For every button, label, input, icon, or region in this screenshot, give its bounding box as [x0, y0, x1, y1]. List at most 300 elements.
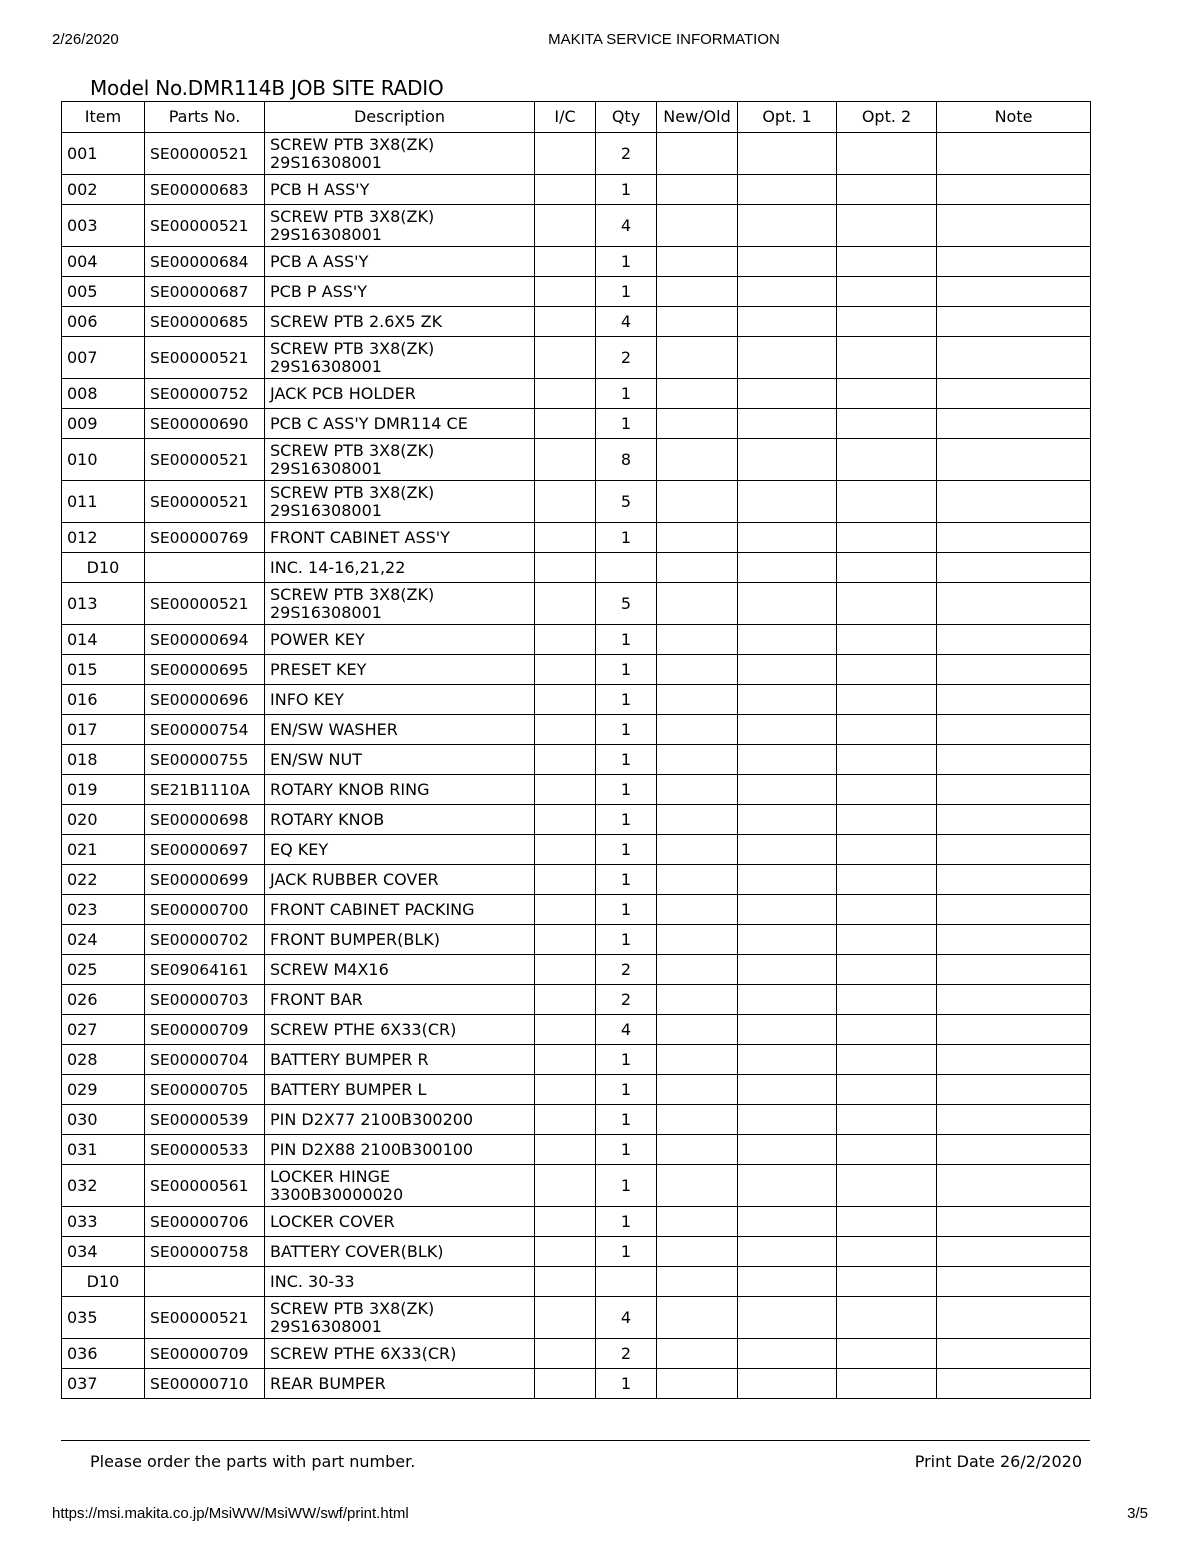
cell-opt-2: [837, 865, 937, 895]
cell-qty: 8: [596, 439, 657, 481]
cell-ic: [535, 1207, 596, 1237]
table-row: [62, 553, 1091, 583]
cell-note: [937, 439, 1091, 481]
cell-ic: [535, 685, 596, 715]
cell-opt-2: [837, 337, 937, 379]
cell-parts-no: SE00000699: [145, 865, 265, 895]
cell-parts-no: SE00000690: [145, 409, 265, 439]
description-line: EQ KEY: [270, 839, 329, 859]
cell-item: 027: [62, 1015, 145, 1045]
table-row: [62, 895, 1091, 925]
cell-opt-2: [837, 625, 937, 655]
cell-parts-no: SE00000521: [145, 337, 265, 379]
cell-qty: 1: [596, 805, 657, 835]
cell-qty: 2: [596, 955, 657, 985]
cell-opt-2: [837, 307, 937, 337]
cell-ic: [535, 895, 596, 925]
table-row: [62, 175, 1091, 205]
cell-note: [937, 1045, 1091, 1075]
header-opt-1: Opt. 1: [738, 102, 837, 133]
cell-note: [937, 685, 1091, 715]
cell-description: [265, 805, 535, 835]
description-line: BATTERY BUMPER L: [270, 1079, 427, 1099]
cell-parts-no: SE00000709: [145, 1339, 265, 1369]
cell-description: [265, 745, 535, 775]
cell-qty: 1: [596, 895, 657, 925]
table-row: [62, 985, 1091, 1015]
header-description: Description: [265, 102, 535, 133]
table-row: [62, 337, 1091, 379]
cell-new-old: [657, 715, 738, 745]
description-line: SCREW M4X16: [270, 959, 389, 979]
cell-ic: [535, 1297, 596, 1339]
cell-item: 023: [62, 895, 145, 925]
cell-description: [265, 715, 535, 745]
cell-item: 007: [62, 337, 145, 379]
cell-opt-2: [837, 1165, 937, 1207]
cell-description: [265, 1339, 535, 1369]
cell-qty: 2: [596, 985, 657, 1015]
cell-parts-no: SE00000754: [145, 715, 265, 745]
cell-note: [937, 1015, 1091, 1045]
cell-opt-1: [738, 439, 837, 481]
cell-new-old: [657, 409, 738, 439]
cell-item: 018: [62, 745, 145, 775]
table-row: [62, 1207, 1091, 1237]
cell-new-old: [657, 895, 738, 925]
cell-ic: [535, 745, 596, 775]
cell-new-old: [657, 625, 738, 655]
table-row: [62, 625, 1091, 655]
cell-opt-2: [837, 523, 937, 553]
cell-item: 034: [62, 1237, 145, 1267]
cell-ic: [535, 805, 596, 835]
cell-new-old: [657, 1369, 738, 1399]
description-line: FRONT CABINET ASS'Y: [270, 527, 450, 547]
table-row: [62, 439, 1091, 481]
description-line: REAR BUMPER: [270, 1373, 386, 1393]
description-line: 29S16308001: [270, 356, 382, 376]
cell-opt-2: [837, 1075, 937, 1105]
cell-parts-no: SE00000521: [145, 583, 265, 625]
cell-ic: [535, 1045, 596, 1075]
cell-description: [265, 955, 535, 985]
cell-description: [265, 553, 535, 583]
cell-opt-1: [738, 409, 837, 439]
description-line: SCREW PTB 3X8(ZK): [270, 482, 435, 502]
cell-opt-2: [837, 1045, 937, 1075]
cell-item: 017: [62, 715, 145, 745]
cell-note: [937, 625, 1091, 655]
cell-ic: [535, 583, 596, 625]
cell-item: 032: [62, 1165, 145, 1207]
cell-item: 021: [62, 835, 145, 865]
cell-note: [937, 205, 1091, 247]
cell-qty: 1: [596, 925, 657, 955]
cell-item: 001: [62, 133, 145, 175]
page-number: 3/5: [1127, 1505, 1148, 1522]
cell-opt-1: [738, 1267, 837, 1297]
cell-note: [937, 583, 1091, 625]
cell-note: [937, 1297, 1091, 1339]
cell-ic: [535, 409, 596, 439]
cell-new-old: [657, 379, 738, 409]
table-row: [62, 307, 1091, 337]
description-line: PRESET KEY: [270, 659, 367, 679]
cell-opt-2: [837, 925, 937, 955]
cell-opt-2: [837, 553, 937, 583]
cell-qty: 1: [596, 1075, 657, 1105]
cell-description: [265, 1267, 535, 1297]
cell-opt-2: [837, 835, 937, 865]
cell-note: [937, 481, 1091, 523]
cell-note: [937, 985, 1091, 1015]
table-row: [62, 1165, 1091, 1207]
page-url: https://msi.makita.co.jp/MsiWW/MsiWW/swf/print.html: [52, 1505, 409, 1522]
cell-opt-1: [738, 625, 837, 655]
cell-note: [937, 925, 1091, 955]
cell-opt-1: [738, 205, 837, 247]
cell-ic: [535, 205, 596, 247]
header-note: Note: [937, 102, 1091, 133]
cell-qty: 1: [596, 1207, 657, 1237]
cell-opt-1: [738, 1075, 837, 1105]
description-line: 29S16308001: [270, 602, 382, 622]
cell-new-old: [657, 1015, 738, 1045]
cell-qty: 1: [596, 655, 657, 685]
cell-item: 009: [62, 409, 145, 439]
cell-new-old: [657, 1045, 738, 1075]
cell-description: [265, 685, 535, 715]
description-line: 29S16308001: [270, 152, 382, 172]
cell-opt-1: [738, 379, 837, 409]
cell-description: [265, 655, 535, 685]
cell-item: 012: [62, 523, 145, 553]
cell-opt-1: [738, 247, 837, 277]
cell-ic: [535, 553, 596, 583]
cell-note: [937, 1267, 1091, 1297]
cell-description: [265, 985, 535, 1015]
cell-ic: [535, 277, 596, 307]
footer-divider: [61, 1440, 1090, 1441]
cell-ic: [535, 1105, 596, 1135]
cell-opt-2: [837, 655, 937, 685]
table-row: [62, 775, 1091, 805]
table-row: [62, 805, 1091, 835]
cell-opt-1: [738, 685, 837, 715]
cell-new-old: [657, 1105, 738, 1135]
cell-qty: 1: [596, 175, 657, 205]
cell-description: [265, 1207, 535, 1237]
cell-opt-2: [837, 379, 937, 409]
cell-ic: [535, 175, 596, 205]
cell-opt-2: [837, 1237, 937, 1267]
print-date-header: 2/26/2020: [52, 31, 119, 48]
cell-description: [265, 1369, 535, 1399]
cell-ic: [535, 1267, 596, 1297]
cell-new-old: [657, 985, 738, 1015]
cell-description: [265, 1135, 535, 1165]
cell-item: 022: [62, 865, 145, 895]
cell-note: [937, 745, 1091, 775]
cell-item: 013: [62, 583, 145, 625]
cell-opt-1: [738, 1045, 837, 1075]
cell-ic: [535, 955, 596, 985]
description-line: PCB A ASS'Y: [270, 251, 369, 271]
cell-opt-2: [837, 805, 937, 835]
cell-opt-2: [837, 1135, 937, 1165]
cell-ic: [535, 481, 596, 523]
description-line: JACK RUBBER COVER: [270, 869, 439, 889]
cell-opt-2: [837, 895, 937, 925]
cell-ic: [535, 1165, 596, 1207]
description-line: INFO KEY: [270, 689, 344, 709]
cell-ic: [535, 523, 596, 553]
cell-item: 024: [62, 925, 145, 955]
parts-table-body: [62, 133, 1091, 1399]
description-line: SCREW PTB 3X8(ZK): [270, 1298, 435, 1318]
cell-note: [937, 277, 1091, 307]
cell-item: 025: [62, 955, 145, 985]
description-line: SCREW PTB 2.6X5 ZK: [270, 311, 443, 331]
cell-ic: [535, 865, 596, 895]
table-row: [62, 685, 1091, 715]
header-item: Item: [62, 102, 145, 133]
cell-description: [265, 625, 535, 655]
cell-parts-no: SE00000521: [145, 133, 265, 175]
cell-item: 028: [62, 1045, 145, 1075]
description-line: PIN D2X77 2100B300200: [270, 1109, 474, 1129]
cell-parts-no: SE00000683: [145, 175, 265, 205]
order-note: Please order the parts with part number.: [90, 1452, 416, 1471]
cell-item: 036: [62, 1339, 145, 1369]
cell-opt-2: [837, 1339, 937, 1369]
cell-description: [265, 895, 535, 925]
cell-opt-1: [738, 865, 837, 895]
table-row: [62, 379, 1091, 409]
cell-ic: [535, 1135, 596, 1165]
cell-opt-2: [837, 715, 937, 745]
cell-note: [937, 1369, 1091, 1399]
cell-description: [265, 865, 535, 895]
cell-parts-no: SE00000702: [145, 925, 265, 955]
cell-new-old: [657, 1075, 738, 1105]
cell-parts-no: SE00000706: [145, 1207, 265, 1237]
cell-opt-1: [738, 925, 837, 955]
cell-qty: 1: [596, 835, 657, 865]
cell-parts-no: SE00000687: [145, 277, 265, 307]
cell-note: [937, 805, 1091, 835]
cell-description: [265, 133, 535, 175]
cell-parts-no: SE00000755: [145, 745, 265, 775]
header-qty: Qty: [596, 102, 657, 133]
cell-item: 033: [62, 1207, 145, 1237]
cell-item: 002: [62, 175, 145, 205]
cell-note: [937, 175, 1091, 205]
cell-opt-1: [738, 1135, 837, 1165]
cell-note: [937, 1135, 1091, 1165]
cell-description: [265, 247, 535, 277]
description-line: SCREW PTB 3X8(ZK): [270, 440, 435, 460]
description-line: SCREW PTB 3X8(ZK): [270, 584, 435, 604]
cell-new-old: [657, 523, 738, 553]
print-date-footer: Print Date 26/2/2020: [914, 1452, 1082, 1471]
cell-parts-no: SE00000752: [145, 379, 265, 409]
description-line: EN/SW NUT: [270, 749, 362, 769]
cell-opt-2: [837, 745, 937, 775]
table-row: [62, 745, 1091, 775]
cell-opt-1: [738, 895, 837, 925]
cell-description: [265, 481, 535, 523]
cell-note: [937, 865, 1091, 895]
cell-description: [265, 1105, 535, 1135]
cell-opt-2: [837, 1105, 937, 1135]
description-line: PIN D2X88 2100B300100: [270, 1139, 474, 1159]
cell-ic: [535, 1369, 596, 1399]
cell-new-old: [657, 925, 738, 955]
cell-parts-no: SE00000696: [145, 685, 265, 715]
cell-item: 031: [62, 1135, 145, 1165]
cell-parts-no: SE00000704: [145, 1045, 265, 1075]
cell-note: [937, 1207, 1091, 1237]
cell-new-old: [657, 865, 738, 895]
cell-ic: [535, 985, 596, 1015]
cell-qty: 5: [596, 583, 657, 625]
cell-qty: 1: [596, 685, 657, 715]
description-line: 3300B30000020: [270, 1184, 404, 1204]
table-header-row: [62, 102, 1091, 133]
cell-item: D10: [62, 553, 145, 583]
cell-parts-no: SE00000698: [145, 805, 265, 835]
cell-parts-no: SE00000710: [145, 1369, 265, 1399]
cell-item: 004: [62, 247, 145, 277]
cell-opt-2: [837, 1297, 937, 1339]
table-row: [62, 277, 1091, 307]
cell-qty: 1: [596, 1045, 657, 1075]
description-line: SCREW PTHE 6X33(CR): [270, 1019, 457, 1039]
cell-opt-2: [837, 277, 937, 307]
cell-new-old: [657, 553, 738, 583]
description-line: 29S16308001: [270, 224, 382, 244]
cell-note: [937, 553, 1091, 583]
cell-item: 005: [62, 277, 145, 307]
cell-parts-no: SE00000533: [145, 1135, 265, 1165]
cell-note: [937, 247, 1091, 277]
cell-opt-1: [738, 337, 837, 379]
cell-item: D10: [62, 1267, 145, 1297]
cell-new-old: [657, 775, 738, 805]
cell-qty: 1: [596, 379, 657, 409]
cell-qty: 1: [596, 277, 657, 307]
cell-parts-no: SE00000539: [145, 1105, 265, 1135]
cell-item: 003: [62, 205, 145, 247]
description-line: BATTERY BUMPER R: [270, 1049, 429, 1069]
cell-parts-no: SE00000695: [145, 655, 265, 685]
cell-item: 015: [62, 655, 145, 685]
cell-opt-2: [837, 1369, 937, 1399]
description-line: 29S16308001: [270, 458, 382, 478]
cell-opt-1: [738, 805, 837, 835]
cell-item: 014: [62, 625, 145, 655]
cell-opt-2: [837, 583, 937, 625]
cell-opt-2: [837, 1207, 937, 1237]
cell-opt-2: [837, 133, 937, 175]
cell-opt-1: [738, 715, 837, 745]
cell-new-old: [657, 307, 738, 337]
cell-ic: [535, 1237, 596, 1267]
cell-parts-no: SE00000694: [145, 625, 265, 655]
description-line: 29S16308001: [270, 500, 382, 520]
cell-opt-1: [738, 175, 837, 205]
cell-note: [937, 1237, 1091, 1267]
table-row: [62, 1015, 1091, 1045]
table-row: [62, 481, 1091, 523]
cell-parts-no: SE21B1110A: [145, 775, 265, 805]
cell-opt-1: [738, 1105, 837, 1135]
table-row: [62, 247, 1091, 277]
cell-description: [265, 775, 535, 805]
cell-note: [937, 835, 1091, 865]
cell-qty: 1: [596, 715, 657, 745]
cell-ic: [535, 1015, 596, 1045]
cell-new-old: [657, 805, 738, 835]
cell-opt-2: [837, 1267, 937, 1297]
cell-note: [937, 133, 1091, 175]
cell-description: [265, 1045, 535, 1075]
description-line: ROTARY KNOB: [270, 809, 385, 829]
cell-qty: 4: [596, 205, 657, 247]
cell-ic: [535, 1075, 596, 1105]
cell-item: 016: [62, 685, 145, 715]
cell-qty: 1: [596, 1135, 657, 1165]
cell-opt-1: [738, 775, 837, 805]
table-row: [62, 1075, 1091, 1105]
description-line: JACK PCB HOLDER: [270, 383, 416, 403]
description-line: BATTERY COVER(BLK): [270, 1241, 444, 1261]
cell-qty: 2: [596, 337, 657, 379]
cell-parts-no: SE00000521: [145, 205, 265, 247]
cell-item: 019: [62, 775, 145, 805]
cell-qty: 1: [596, 247, 657, 277]
cell-description: [265, 835, 535, 865]
cell-opt-1: [738, 277, 837, 307]
header-parts-no: Parts No.: [145, 102, 265, 133]
cell-note: [937, 655, 1091, 685]
cell-note: [937, 337, 1091, 379]
cell-opt-2: [837, 175, 937, 205]
cell-parts-no: [145, 1267, 265, 1297]
cell-parts-no: SE00000561: [145, 1165, 265, 1207]
cell-opt-1: [738, 745, 837, 775]
cell-qty: [596, 1267, 657, 1297]
parts-table: [61, 101, 1091, 1399]
cell-opt-2: [837, 685, 937, 715]
cell-parts-no: SE00000703: [145, 985, 265, 1015]
cell-opt-1: [738, 1339, 837, 1369]
cell-ic: [535, 925, 596, 955]
cell-new-old: [657, 655, 738, 685]
cell-item: 011: [62, 481, 145, 523]
cell-qty: 1: [596, 745, 657, 775]
cell-ic: [535, 655, 596, 685]
cell-opt-1: [738, 307, 837, 337]
cell-ic: [535, 715, 596, 745]
table-row: [62, 655, 1091, 685]
table-row: [62, 955, 1091, 985]
cell-new-old: [657, 1207, 738, 1237]
cell-description: [265, 1075, 535, 1105]
cell-parts-no: SE00000709: [145, 1015, 265, 1045]
